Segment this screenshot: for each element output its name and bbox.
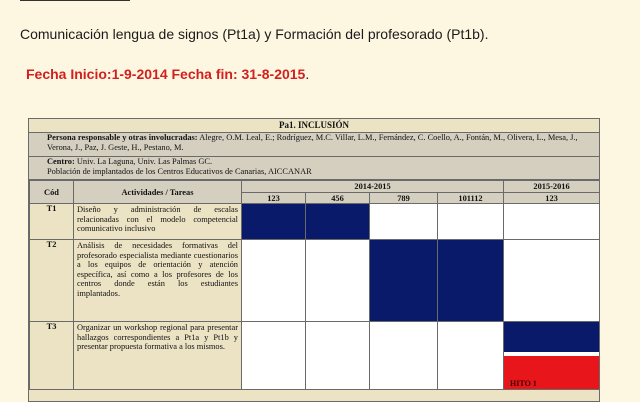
task-code: T2 (30, 240, 74, 322)
header-activities: Actividades / Tareas (74, 181, 242, 204)
schedule-cell (306, 322, 370, 390)
header-subcol: 456 (306, 193, 370, 204)
schedule-table (29, 180, 600, 390)
schedule-cell (242, 322, 306, 390)
project-dates (26, 66, 309, 82)
task-activity: Análisis de necesidades formativas del profesorado especialista mediante cuestionarios a los equipos de orientación y atención específica, así como a los profesores de los centros donde están los estudiantes implantados. (74, 240, 242, 322)
table-row (30, 240, 600, 322)
schedule-cell (306, 240, 370, 322)
schedule-cell (242, 204, 306, 240)
centro-text: Univ. La Laguna, Univ. Las Palmas GC. (74, 157, 213, 166)
task-activity: Organizar un workshop regional para presentar hallazgos correspondientes a Pt1a y Pt1b y presentar propuesta formativa a los mismos. (74, 322, 242, 390)
table-row (30, 322, 600, 390)
schedule-cell (370, 240, 438, 322)
panel-title: Pa1. INCLUSIÓN (29, 119, 599, 133)
poblacion-text: Población de implantados de los Centros Educativos de Canarias, AICCANAR (47, 167, 312, 176)
inclusion-panel (28, 118, 600, 402)
table-row (30, 204, 600, 240)
schedule-cell (438, 204, 504, 240)
schedule-cell (370, 322, 438, 390)
header-subcol: 123 (504, 193, 600, 204)
schedule-cell (306, 204, 370, 240)
milestone-cell (504, 322, 600, 390)
header-subcol: 101112 (438, 193, 504, 204)
header-subcol: 123 (242, 193, 306, 204)
task-activity: Diseño y administración de escalas relacionadas con el modelo competencial comunicativo inclusivo (74, 204, 242, 240)
responsible-text: Alegre, O.M. Leal, E.; Rodríguez, M.C. Villar, L.M., Fernández, C. Coello, A., Fontán, M., Olivera, L., Mesa, J., Verona, J., Paz, J. Geste, H., Pestano, M. (47, 133, 578, 152)
milestone-filled-period (504, 322, 599, 352)
schedule-cell (370, 204, 438, 240)
dates-text: Fecha Inicio:1-9-2014 Fecha fin: 31-8-2015 (26, 66, 306, 82)
schedule-cell (242, 240, 306, 322)
centro-label: Centro: (47, 157, 75, 166)
header-period-1: 2014-2015 (242, 181, 504, 193)
responsible-row (29, 133, 599, 157)
schedule-cell (504, 240, 600, 322)
header-period-2: 2015-2016 (504, 181, 600, 193)
document-subtitle: Comunicación lengua de signos (Pt1a) y Formación del profesorado (Pt1b). (20, 26, 489, 42)
schedule-cell (504, 204, 600, 240)
task-code: T1 (30, 204, 74, 240)
schedule-cell (438, 322, 504, 390)
header-cod: Cód (30, 181, 74, 204)
schedule-cell (438, 240, 504, 322)
centro-row (29, 157, 599, 180)
responsible-label: Persona responsable y otras involucradas: (47, 133, 198, 142)
dates-period: . (305, 66, 310, 82)
top-divider (20, 0, 130, 1)
milestone-label: HITO 1 (510, 379, 537, 388)
header-subcol: 789 (370, 193, 438, 204)
task-code: T3 (30, 322, 74, 390)
